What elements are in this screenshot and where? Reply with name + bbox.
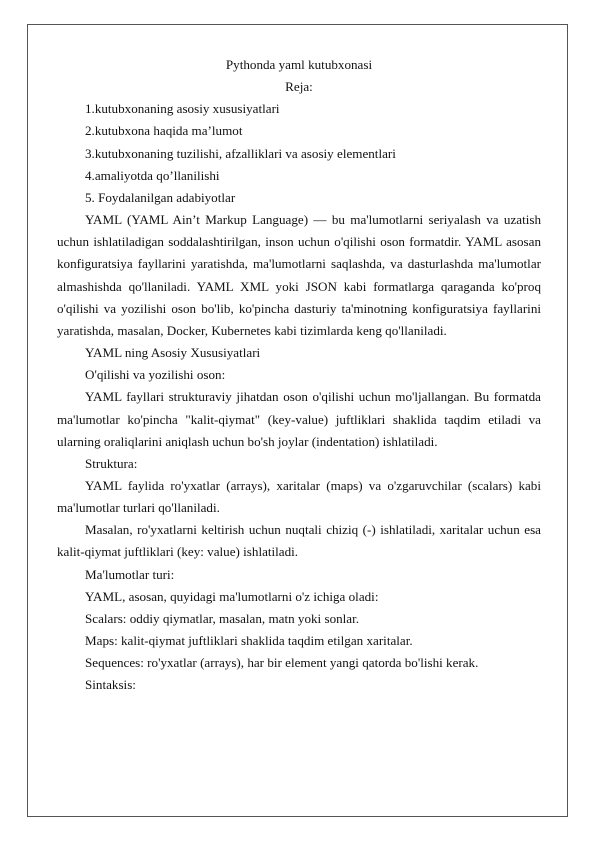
datatype-item: Scalars: oddiy qiymatlar, masalan, matn yoki sonlar. xyxy=(85,610,360,626)
readability-heading: O'qilishi va yozilishi oson: xyxy=(85,367,226,383)
readability-paragraph: YAML fayllari strukturaviy jihatdan oson o'qilishi uchun mo'ljallangan. Bu formatda ma'lumotlar ko'pincha "kalit-qiymat" (key-value) juftliklari shaklida taqdim etiladi va ularning oraliqlarini aniqlash uchun bo'sh joylar (indentation) ishlatiladi. xyxy=(57,389,541,449)
structure-heading: Struktura: xyxy=(85,455,138,471)
plan-heading: Reja: xyxy=(285,79,313,95)
datatypes-intro: YAML, asosan, quyidagi ma'lumotlarni o'z ichiga oladi: xyxy=(85,588,379,604)
plan-item: 3.kutubxonaning tuzilishi, afzalliklari va asosiy elementlari xyxy=(85,145,396,161)
plan-item: 1.kutubxonaning asosiy xususiyatlari xyxy=(85,101,280,117)
syntax-heading: Sintaksis: xyxy=(85,677,136,693)
structure-paragraph: YAML faylida ro'yxatlar (arrays), xaritalar (maps) va o'zgaruvchilar (scalars) kabi ma'lumotlar turlari qo'llaniladi. xyxy=(57,477,541,516)
example-paragraph: Masalan, ro'yxatlarni keltirish uchun nuqtali chiziq (-) ishlatiladi, xaritalar uchun esa kalit-qiymat juftliklari (key: value) ishlatiladi. xyxy=(57,522,541,560)
plan-item: 4.amaliyotda qo’llanilishi xyxy=(85,167,220,183)
datatype-item: Maps: kalit-qiymat juftliklari shaklida taqdim etilgan xaritalar. xyxy=(85,633,413,649)
plan-item: 2.kutubxona haqida ma’lumot xyxy=(85,123,243,139)
document-body xyxy=(57,54,541,697)
features-heading: YAML ning Asosiy Xususiyatlari xyxy=(85,345,261,361)
document-title: Pythonda yaml kutubxonasi xyxy=(225,57,373,72)
plan-item: 5. Foydalanilgan adabiyotlar xyxy=(85,189,236,205)
intro-paragraph: YAML (YAML Ain’t Markup Language) — bu ma'lumotlarni seriyalash va uzatish uchun ishlatiladigan soddalashtirilgan, inson uchun o'qilishi oson formatdir. YAML asosan konfiguratsiya fayllarini yaratishda, ma'lumotlarni saqlashda, va dasturlashda ma'lumotlar almashishda qo'llaniladi. YAML XML yoki JSON kabi formatlarga qaraganda ko'proq o'qilishi va yozilishi oson bo'lib, ko'pincha dasturiy ta'minotning konfiguratsiya fayllarini yaratishda, masalan, Docker, Kubernetes kabi tizimlarda keng qo'llaniladi. xyxy=(57,212,541,338)
datatypes-heading: Ma'lumotlar turi: xyxy=(85,566,175,582)
datatype-item: Sequences: ro'yxatlar (arrays), har bir element yangi qatorda bo'lishi kerak. xyxy=(85,655,479,671)
